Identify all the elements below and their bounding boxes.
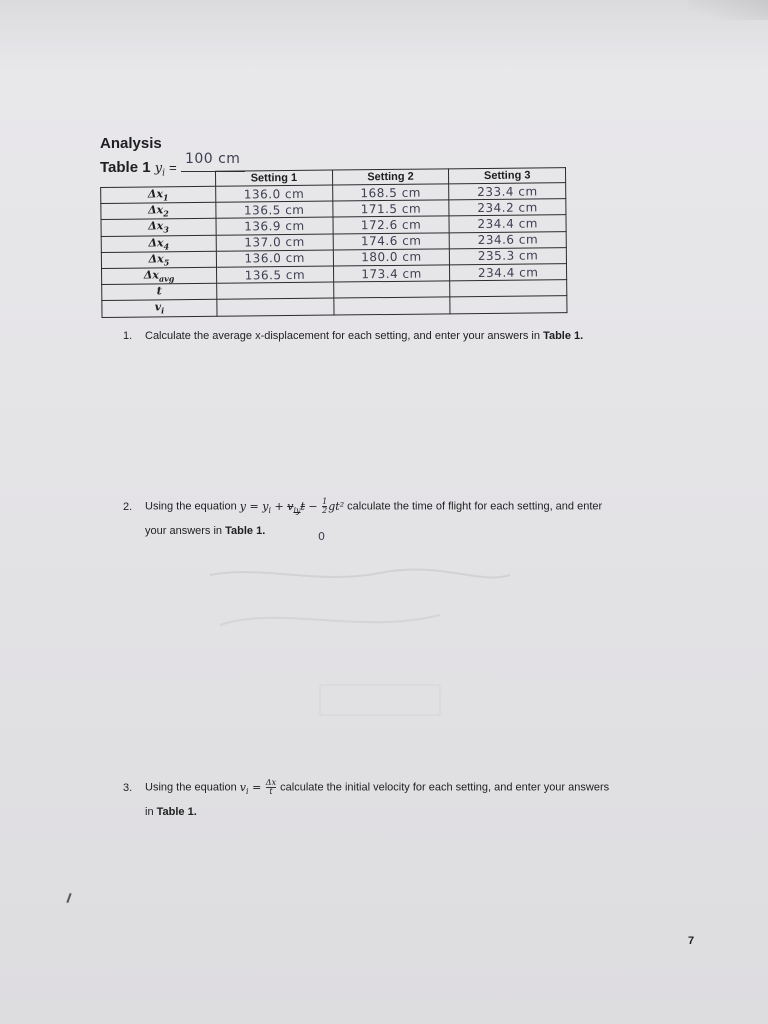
row-label: $\Delta x_4$: [101, 235, 216, 252]
row-label: t: [102, 283, 217, 300]
question-2-line-2: your answers in Table 1.: [145, 525, 266, 537]
handwritten-value: 136.0 cm: [243, 186, 305, 202]
handwritten-value: 136.9 cm: [244, 218, 305, 234]
answer-cell[interactable]: [450, 280, 567, 297]
row-label: $\Delta x_5$: [101, 251, 216, 268]
bleed-through-marks: [200, 565, 520, 728]
column-header: Setting 1: [215, 170, 332, 186]
equals-sign: =: [169, 160, 177, 175]
question-text: Using the equation: [145, 500, 237, 513]
handwritten-value: 174.6 cm: [360, 233, 422, 249]
pen-mark: [66, 893, 71, 903]
table-reference: Table 1.: [225, 525, 266, 537]
column-header: Setting 2: [332, 169, 449, 185]
answer-cell[interactable]: [332, 184, 449, 201]
handwritten-value: 233.4 cm: [477, 184, 538, 199]
row-label: $\Delta x_{avg}$: [102, 267, 217, 284]
answer-cell[interactable]: [216, 234, 333, 251]
question-2: [123, 498, 602, 519]
handwritten-value: 173.4 cm: [361, 266, 422, 281]
answer-cell[interactable]: [333, 297, 450, 314]
handwritten-value: 136.5 cm: [244, 267, 306, 283]
equation: $y = y_i + v_{iy}t$ − $\frac{1}{2}$ gt²: [239, 497, 345, 515]
handwritten-value: 136.5 cm: [243, 202, 305, 218]
answer-cell[interactable]: [217, 282, 334, 299]
question-text: Calculate the average x-displacement for each setting, and enter your answers in: [145, 330, 540, 342]
question-3-line-2: in Table 1.: [145, 806, 197, 818]
corner-cell: [101, 171, 216, 187]
equation: $v_i$ = $\frac{\Delta x}{t}$: [239, 778, 277, 796]
one-half-fraction: $\frac{1}{2}$: [322, 497, 328, 515]
answer-cell[interactable]: [333, 216, 450, 233]
row-label: $\Delta x_2$: [101, 202, 216, 219]
handwritten-value: 235.3 cm: [477, 248, 539, 264]
table-label: Table 1: [100, 159, 151, 176]
question-number: 3.: [123, 781, 133, 794]
yi-handwritten-value: 100 cm: [184, 151, 241, 167]
row-label: $v_i$: [102, 300, 217, 317]
top-shadow: [0, 0, 768, 70]
table-reference: Table 1.: [543, 330, 584, 342]
answer-cell[interactable]: [216, 201, 333, 218]
question-3: [123, 779, 609, 800]
section-title: Analysis: [100, 135, 162, 152]
answer-cell[interactable]: [216, 185, 333, 202]
question-number: 1.: [123, 330, 133, 342]
question-text: Using the equation: [145, 781, 237, 794]
handwritten-value: 234.4 cm: [477, 216, 539, 232]
table-row: [102, 296, 567, 317]
handwritten-value: 136.0 cm: [244, 251, 306, 266]
row-label: $\Delta x_3$: [101, 219, 216, 236]
page-number: 7: [688, 935, 695, 947]
question-number: 2.: [123, 500, 133, 513]
answer-cell[interactable]: [333, 265, 450, 282]
answer-cell[interactable]: [332, 200, 449, 217]
handwritten-value: 171.5 cm: [360, 201, 422, 217]
handwritten-value: 180.0 cm: [361, 249, 422, 265]
question-text-cont: calculate the time of flight for each setting, and enter: [344, 500, 603, 513]
handwritten-value: 172.6 cm: [360, 217, 422, 233]
answer-cell[interactable]: [450, 264, 567, 281]
answer-cell[interactable]: [333, 232, 450, 249]
answer-cell[interactable]: [450, 296, 567, 313]
question-text-cont: calculate the initial velocity for each setting, and enter your answers: [277, 781, 610, 794]
handwritten-value: 168.5 cm: [360, 185, 422, 200]
answer-cell[interactable]: [449, 231, 566, 248]
answer-cell[interactable]: [450, 247, 567, 264]
handwritten-value: 234.4 cm: [477, 264, 539, 280]
answer-cell[interactable]: [449, 183, 566, 200]
dx-over-t-fraction: $\frac{\Delta x}{t}$: [265, 778, 277, 796]
column-header: Setting 3: [449, 168, 566, 184]
crossed-out-term: $v_{iy}t$: [287, 499, 305, 515]
yi-symbol: $y_i$: [154, 161, 165, 179]
answer-cell[interactable]: [216, 217, 333, 234]
answer-cell[interactable]: [217, 298, 334, 315]
answer-cell[interactable]: [333, 281, 450, 298]
answer-cell[interactable]: [449, 215, 566, 232]
answer-cell[interactable]: [217, 266, 334, 283]
handwritten-zero: 0: [318, 530, 326, 543]
handwritten-value: 234.6 cm: [477, 232, 539, 248]
row-label: $\Delta x_1$: [101, 186, 216, 203]
answer-cell[interactable]: [333, 249, 450, 266]
table-reference: Table 1.: [156, 806, 197, 818]
answer-cell[interactable]: [449, 199, 566, 216]
answer-cell[interactable]: [216, 250, 333, 267]
handwritten-value: 234.2 cm: [477, 200, 538, 215]
data-table: [100, 167, 567, 317]
handwritten-value: 137.0 cm: [244, 235, 305, 250]
page-corner-shadow: [688, 0, 768, 20]
question-1: [123, 328, 583, 344]
